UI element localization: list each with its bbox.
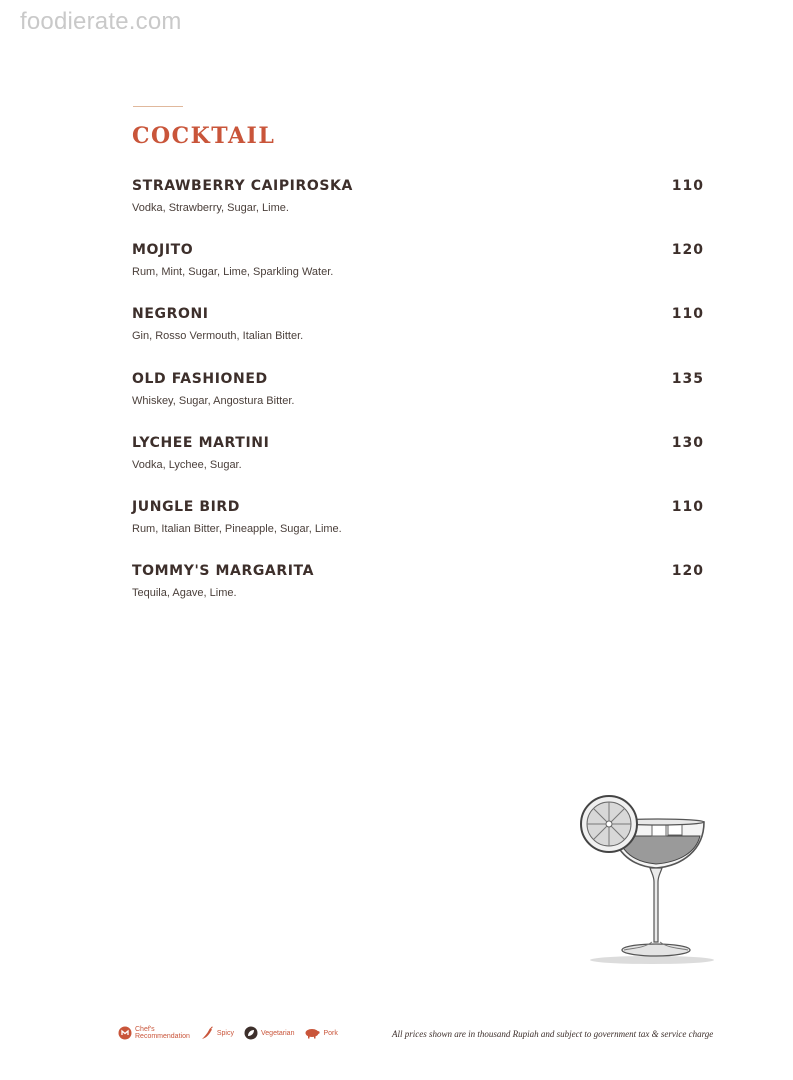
pig-icon — [304, 1027, 320, 1039]
item-name: LYCHEE MARTINI — [132, 434, 270, 451]
menu-list — [132, 176, 706, 625]
watermark: foodierate.com — [20, 8, 182, 35]
item-price: 130 — [671, 434, 704, 451]
menu-item — [132, 176, 706, 240]
legend-spicy-label: Spicy — [216, 1029, 234, 1037]
menu-item — [132, 369, 706, 433]
legend-vegetarian-label: Vegetarian — [261, 1029, 295, 1037]
item-description: Whiskey, Sugar, Angostura Bitter. — [132, 394, 295, 407]
margarita-glass-illustration — [572, 792, 722, 972]
item-name: STRAWBERRY CAIPIROSKA — [132, 178, 353, 194]
legend-chef-label-line2: Recommendation — [135, 1033, 190, 1040]
item-description: Vodka, Strawberry, Sugar, Lime. — [132, 202, 289, 214]
menu-item — [132, 561, 706, 625]
item-price: 120 — [671, 563, 704, 580]
chili-icon — [200, 1026, 214, 1040]
item-description: Rum, Italian Bitter, Pineapple, Sugar, Lime. — [132, 522, 342, 535]
leaf-icon — [244, 1026, 258, 1040]
menu-item — [132, 433, 706, 497]
item-price: 110 — [671, 498, 704, 515]
menu-item — [132, 240, 706, 304]
item-price: 110 — [671, 306, 704, 323]
legend-chef-label-line1: Chef's — [135, 1026, 155, 1033]
menu-item — [132, 497, 706, 561]
legend-chef-recommendation — [118, 1026, 190, 1040]
item-description: Gin, Rosso Vermouth, Italian Bitter. — [132, 330, 304, 343]
item-description: Tequila, Agave, Lime. — [132, 587, 237, 600]
menu-item — [132, 304, 706, 368]
legend-pork — [304, 1027, 337, 1039]
chef-hat-icon — [118, 1026, 132, 1040]
item-description: Rum, Mint, Sugar, Lime, Sparkling Water. — [132, 266, 334, 279]
item-name: TOMMY'S MARGARITA — [132, 563, 315, 580]
item-name: MOJITO — [132, 242, 194, 259]
dietary-legend — [118, 1024, 348, 1042]
item-name: OLD FASHIONED — [132, 370, 268, 387]
legend-pork-label: Pork — [323, 1029, 338, 1037]
item-price: 135 — [671, 370, 704, 387]
price-footnote: All prices shown are in thousand Rupiah and subject to government tax & service charge — [392, 1029, 714, 1039]
item-name: JUNGLE BIRD — [132, 498, 241, 515]
item-price: 120 — [671, 242, 704, 259]
legend-vegetarian — [244, 1026, 294, 1040]
item-price: 110 — [671, 178, 704, 194]
section-divider — [133, 106, 183, 107]
item-description: Vodka, Lychee, Sugar. — [132, 458, 242, 471]
section-title: COCKTAIL — [132, 123, 276, 149]
item-name: NEGRONI — [132, 306, 209, 323]
legend-spicy — [200, 1026, 234, 1040]
